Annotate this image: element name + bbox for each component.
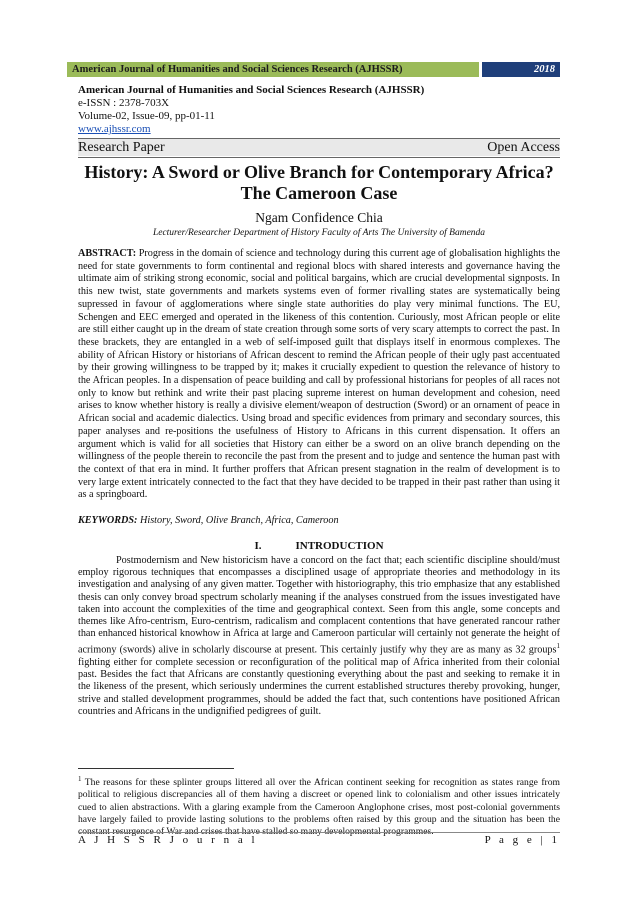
- footnote: [78, 773, 560, 838]
- footer-page-number: P a g e | 1: [484, 834, 560, 846]
- abstract-label: ABSTRACT:: [78, 248, 137, 259]
- footnote-ref[interactable]: 1: [556, 642, 560, 651]
- keywords: [78, 515, 560, 526]
- abstract-text: Progress in the domain of science and technology during this current age of globalisation highlights the need for state governments to form continental and regional blocs with shared interests and governance having the ultimate aim of striking strong economic, social and political bargains, which are crucial developmental signposts. In this new twist, state governments and markets systems even of former rivalling states are systematically being supressed in favour of agglomerations where single state authorities do play very minimal functions. The EU, Schengen and EEC emerged and operated in the likeness of this contention. Curiously, most African people or elite are still either caught up in the dream of state creation through some sorts of very scary attempts to correct the past. In these brackets, they are entangled in a web of self-imposed guilt that displays itself in enormous complexes. The ability of African History or historians of African descent to remind the African people of their ugly past accentuated by their growing willingness to be trapped by it; makes it crucially expedient to question the relevance of history to the African peoples. In a dispensation of peace building and call by professional historians for peoples of all races not only to know but rethink and write their past placing supreme interest on human development and cohesion, need arises to know whether history is really a divisive element/weapon of destruction (Sword) or an ornament of peace in African social and academic dialectics. Using broad and specific evidences from primary and secondary sources, this paper analyses and re-positions the usefulness of History to Africans in this current dispensation. It offers an argument which is valid for all societies that History can either be a sword on an olive branch depending on the willingness of the people therein to reconcile the past from the present and to judge and sentence the human past with the context of that era in mind. It further proffers that African present stagnation in the realm of development is to very large extent intricately connected to the fact that they have decided to be trapped in their past rather than using it as a springboard.: [78, 248, 561, 501]
- author-affiliation: Lecturer/Researcher Department of History Faculty of Arts The University of Bamenda: [152, 228, 486, 238]
- access-label: Open Access: [487, 140, 560, 155]
- paper-type-row: [78, 139, 560, 156]
- footnote-number: 1: [78, 775, 82, 783]
- paper-title: [78, 162, 560, 204]
- footnote-text: The reasons for these splinter groups littered all over the African continent seeking for recognition as states range from political to religious discrepancies all of them having a discreet or opened link to colonialism and other issues intricately cued to alien abstractions. With a glaring example from the Cameroon Anglophone crises, most post-colonial governments have largely failed to provide lasting solutions to the problems often raised by this group and the situation has been the: [78, 777, 560, 825]
- paper-title-line-1: History: A Sword or Olive Branch for Contemporary Africa?: [84, 162, 554, 182]
- author-name: Ngam Confidence Chia: [255, 210, 383, 225]
- intro-text-1: Postmodernism and New historicism have a concord on the fact that; each scientific discipline should/must employ rigorous techniques that encompasses a disciplined usage of appropriate theories and methodology in its investigation and analysing of any given matter. Together with historiography, this trio emphasize that any established thesis can only convey broad spectrum scholarly meaning if the analyses construed from the issues investigated have taken into account the complexities of the time and geographical context. Seen from this angle, some concepts and themes like Afro-centrism, Euro-centrism, radicalism and complacent contentions that have generated rancour rather than enhanced historical knowhow in Africa at large and Cameroon particular will certainly not generate the height of acrimony (swords) alive in scholarly discourse at present. This certainly justify why they are as many as 32 groups: [78, 555, 560, 656]
- section-title: INTRODUCTION: [295, 540, 384, 552]
- section-heading: [78, 540, 560, 552]
- volume-issue: Volume-02, Issue-09, pp-01-11: [78, 110, 215, 122]
- journal-name: American Journal of Humanities and Social Sciences Research (AJHSSR): [78, 84, 425, 96]
- abstract: [78, 248, 560, 502]
- journal-header-bar: [67, 62, 560, 77]
- paper-type-label: Research Paper: [78, 140, 165, 155]
- page-footer: [78, 834, 560, 846]
- journal-header-title: American Journal of Humanities and Social Sciences Research (AJHSSR): [67, 62, 479, 77]
- divider: [78, 157, 560, 158]
- journal-url-link[interactable]: www.ajhssr.com: [78, 123, 151, 135]
- journal-meta: [78, 84, 424, 136]
- footnote-divider: [78, 768, 234, 769]
- footer-divider: [78, 832, 560, 833]
- keywords-label: KEYWORDS:: [78, 515, 138, 526]
- footer-journal: A J H S S R J o u r n a l: [78, 834, 258, 846]
- eissn: e-ISSN : 2378-703X: [78, 97, 170, 109]
- paper-title-line-2: The Cameroon Case: [240, 183, 398, 203]
- journal-header-year: 2018: [482, 62, 560, 77]
- keywords-text: History, Sword, Olive Branch, Africa, Cameroon: [140, 515, 339, 526]
- intro-text-2: fighting either for complete secession or reconfiguration of the political map of Africa inherited from their colonial past. Besides the fact that Africans are constantly questioning everything about the past and seeking to remake it in the likeness of the present, which seriously undermines the current established structures thereby provoking, hunger, strive and stalled development programmes, should be added the fact that, such contentions have positioned African countries and Africans in the undignified pedigrees of guilt.: [78, 657, 560, 717]
- intro-paragraph: [78, 555, 560, 718]
- section-number: I.: [254, 540, 262, 552]
